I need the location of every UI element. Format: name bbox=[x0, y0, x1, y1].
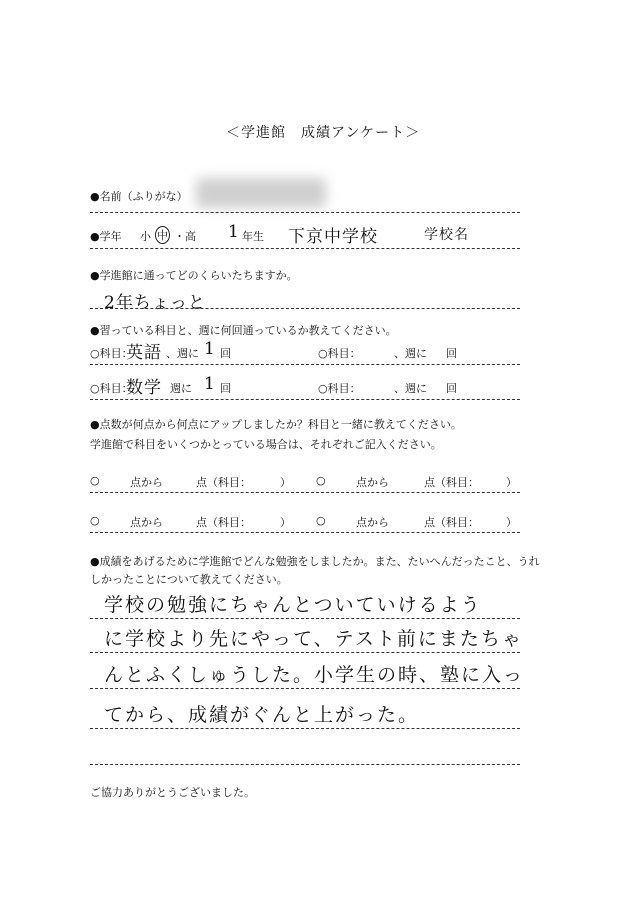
q3-row2-right-to: 点（科目： bbox=[424, 516, 479, 529]
q2-row2-left-times: 1 bbox=[204, 374, 216, 394]
name-underline bbox=[90, 212, 520, 213]
name-label: ●名前（ふりがな） bbox=[90, 190, 188, 203]
q4-underline-3 bbox=[90, 688, 520, 689]
redacted-name bbox=[196, 178, 326, 208]
q2-row2-left-label: ○科目： bbox=[90, 382, 133, 395]
q3-row2-left-close: ） bbox=[280, 516, 291, 529]
q4-underline-5 bbox=[90, 764, 520, 765]
q2-row1-right-label: ○科目： bbox=[318, 347, 361, 360]
q3-row1-right-to: 点（科目： bbox=[424, 476, 479, 489]
q3-row2-underline bbox=[90, 532, 520, 533]
grade-year-suffix: 年生 bbox=[242, 230, 264, 243]
q1-answer-handwritten: 2年ちょっと bbox=[104, 293, 206, 313]
q3-row2-left-circle: ○ bbox=[90, 514, 100, 527]
q4-answer-line4: てから、成績がぐんと上がった。 bbox=[104, 704, 420, 726]
q2-row2-left-unit: 回 bbox=[220, 382, 231, 395]
q4-underline-2 bbox=[90, 652, 520, 653]
q3-row1-left-to: 点（科目： bbox=[196, 476, 251, 489]
school-name-label-handwritten: 学校名 bbox=[424, 227, 469, 243]
q2-row1-left-week: 、週に bbox=[166, 347, 199, 360]
closing-message: ご協力ありがとうございました。 bbox=[90, 786, 255, 799]
q3-row1-right-circle: ○ bbox=[316, 474, 326, 487]
q1-underline bbox=[90, 308, 520, 309]
q3-row1-left-circle: ○ bbox=[90, 474, 100, 487]
q3-row1-right-from: 点から bbox=[356, 476, 389, 489]
q3-row2-right-from: 点から bbox=[356, 516, 389, 529]
q2-row2-left-subject: 数学 bbox=[126, 378, 162, 398]
q2-row1-left-subject: 英語 bbox=[126, 343, 162, 363]
grade-school-type-high: ・高 bbox=[174, 230, 196, 243]
grade-year-handwritten: 1 bbox=[228, 222, 240, 242]
q4-underline-1 bbox=[90, 618, 520, 619]
grade-school-type-elementary: 小 bbox=[140, 230, 151, 243]
q3-row2-right-close: ） bbox=[506, 516, 517, 529]
survey-title: ＜学進館 成績アンケート＞ bbox=[226, 125, 421, 141]
q3-row1-left-from: 点から bbox=[130, 476, 163, 489]
q2-row2-left-week: 週に bbox=[170, 382, 192, 395]
school-name-handwritten: 下京中学校 bbox=[288, 227, 378, 247]
grade-school-type-middle-circled: 中 bbox=[155, 226, 170, 244]
q3-row1-right-close: ） bbox=[506, 476, 517, 489]
q3-question-line2: 学進館で科目をいくつかとっている場合は、それぞれご記入ください。 bbox=[90, 438, 442, 451]
q3-row2-right-circle: ○ bbox=[316, 514, 326, 527]
grade-underline bbox=[90, 248, 520, 249]
q2-row2-right-label: ○科目： bbox=[318, 382, 361, 395]
q4-question-line1: ●成績をあげるために学進館でどんな勉強をしましたか。また、たいへんだったこと、うれ bbox=[90, 555, 540, 568]
q3-row2-left-from: 点から bbox=[130, 516, 163, 529]
q2-row1-left-unit: 回 bbox=[220, 347, 231, 360]
q4-answer-line2: に学校より先にやって、テスト前にまたちゃ bbox=[104, 628, 523, 650]
q2-row2-right-week: 、週に bbox=[394, 382, 427, 395]
q3-row1-left-close: ） bbox=[280, 476, 291, 489]
q2-row2-right-unit: 回 bbox=[446, 382, 457, 395]
q2-row1-right-unit: 回 bbox=[446, 347, 457, 360]
q4-question-line2: しかったことについて教えてください。 bbox=[90, 573, 288, 586]
q2-question: ●習っている科目と、週に何回通っているか教えてください。 bbox=[90, 324, 397, 337]
q3-question-line1: ●点数が何点から何点にアップしましたか？科目と一緒に教えてください。 bbox=[90, 418, 462, 431]
q2-row2-underline bbox=[90, 399, 520, 400]
q4-answer-line3: んとふくしゅうした。小学生の時、塾に入っ bbox=[104, 664, 525, 686]
q4-underline-4 bbox=[90, 728, 520, 729]
q2-row1-left-times: 1 bbox=[204, 339, 216, 359]
q2-row1-right-week: 、週に bbox=[394, 347, 427, 360]
q3-row1-underline bbox=[90, 492, 520, 493]
q2-row1-left-label: ○科目： bbox=[90, 347, 133, 360]
q4-answer-line1: 学校の勉強にちゃんとついていけるよう bbox=[104, 594, 482, 616]
q2-row1-underline bbox=[90, 364, 520, 365]
grade-label: ●学年 bbox=[90, 230, 122, 243]
q1-question: ●学進館に通ってどのくらいたちますか。 bbox=[90, 269, 298, 282]
q3-row2-left-to: 点（科目： bbox=[196, 516, 251, 529]
